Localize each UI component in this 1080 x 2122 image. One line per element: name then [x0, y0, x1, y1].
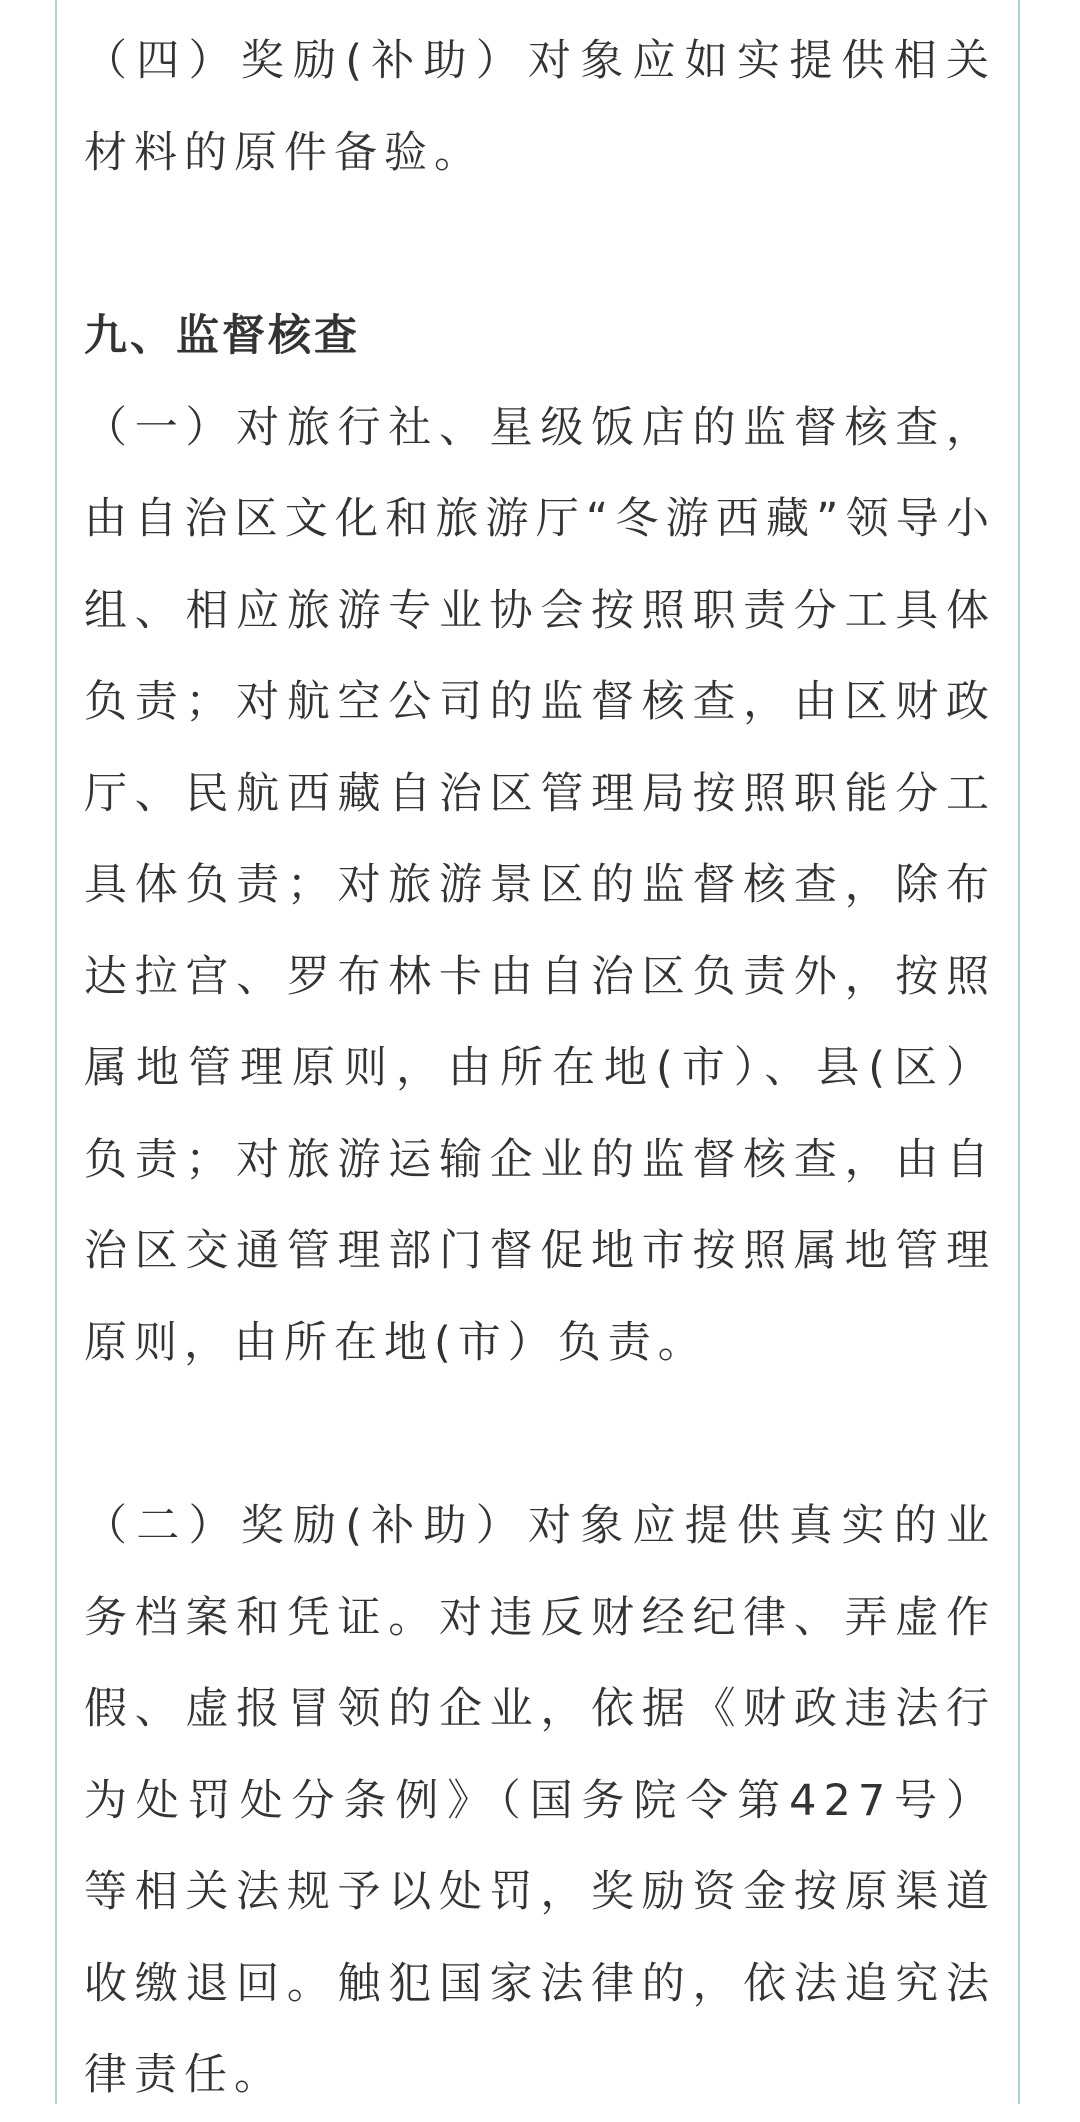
paragraph-9-1-supervision: （一）对旅行社、星级饭店的监督核查，由自治区文化和旅游厅“冬游西藏”领导小组、相应旅游专业协会按照职责分工具体负责；对航空公司的监督核查，由区财政厅、民航西藏自治区管理局按照职能分工具体负责；对旅游景区的监督核查，除布达拉宫、罗布林卡由自治区负责外，按照属地管理原则，由所在地(市）、县(区）负责；对旅游运输企业的监督核查，由自治区交通管理部门督促地市按照属地管理原则，由所在地(市）负责。 [84, 402, 996, 1368]
paragraph-9-2-penalties: （二）奖励(补助）对象应提供真实的业务档案和凭证。对违反财经纪律、弄虚作假、虚报冒领的企业，依据《财政违法行为处罚处分条例》（国务院令第427号）等相关法规予以处罚，奖励资金按原渠道收缴退回。触犯国家法律的，依法追究法律责任。 [84, 1501, 996, 2100]
section-9-heading: 九、监督核查 [84, 311, 360, 361]
paragraph-4-original-documents: （四）奖励(补助）对象应如实提供相关材料的原件备验。 [84, 36, 996, 178]
article-body [84, 16, 996, 2122]
